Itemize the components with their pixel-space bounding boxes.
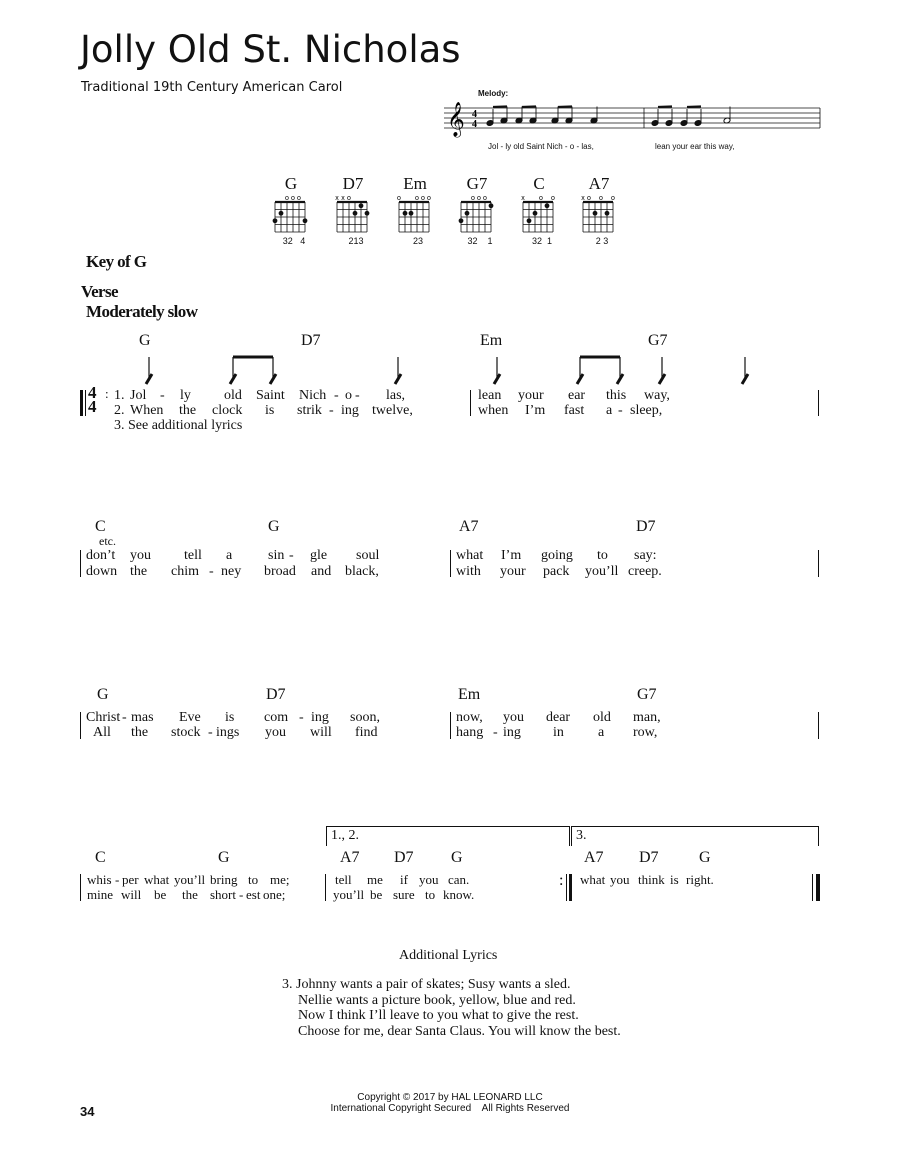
chord-diagram-grid xyxy=(580,192,620,236)
chord-diagram-name: A7 xyxy=(588,174,610,193)
chord-symbol: G xyxy=(699,849,711,866)
tempo-marking: Moderately slow xyxy=(86,302,198,321)
ending-3-label: 3. xyxy=(576,828,587,843)
lyric: 2. xyxy=(114,403,125,418)
chord-symbol: A7 xyxy=(340,849,360,866)
chord-symbol: C xyxy=(95,849,106,866)
lyric: me xyxy=(367,872,383,887)
lyric: ear xyxy=(568,388,586,403)
lyric: you’ll xyxy=(174,872,206,887)
barline xyxy=(818,390,819,416)
melody-label: Melody: xyxy=(478,89,509,98)
copyright-line-1: Copyright © 2017 by HAL LEONARD LLC xyxy=(357,1092,543,1103)
svg-text:x: x xyxy=(341,195,345,202)
svg-text:o: o xyxy=(599,195,603,202)
lyric: com xyxy=(264,710,289,725)
melody-staff xyxy=(444,98,824,138)
barline xyxy=(818,550,819,577)
lyric: you’ll xyxy=(333,887,365,902)
svg-text:o: o xyxy=(551,195,555,202)
chord-symbol: A7 xyxy=(459,518,479,535)
lyric: is xyxy=(265,403,275,418)
lyric: las, xyxy=(386,388,406,403)
ending-bracket-1-left xyxy=(326,826,327,846)
additional-lyrics-title: Additional Lyrics xyxy=(399,948,498,963)
lyric: - xyxy=(493,725,498,740)
chord-diagram-name: C xyxy=(533,174,545,193)
chord-symbol: G xyxy=(139,332,151,349)
barline xyxy=(450,550,451,577)
lyric: to xyxy=(597,548,608,563)
lyric: is xyxy=(670,872,679,887)
lyric: will xyxy=(121,887,142,902)
song-subtitle: Traditional 19th Century American Carol xyxy=(81,80,343,95)
lyric: 1. xyxy=(114,388,125,403)
lyric: - xyxy=(289,548,294,563)
lyric: broad xyxy=(264,564,296,579)
rhythm-slashes xyxy=(0,352,900,386)
chord-diagram-fingering: 2 3 xyxy=(595,236,609,246)
chord-symbol: G xyxy=(218,849,230,866)
lyric: chim xyxy=(171,564,199,579)
lyric: clock xyxy=(212,403,243,418)
svg-text:o: o xyxy=(477,195,481,202)
lyric: ings xyxy=(216,725,240,740)
lyric: stock xyxy=(171,725,201,740)
lyric: - xyxy=(115,872,120,887)
svg-text:o: o xyxy=(415,195,419,202)
lyric: black, xyxy=(345,564,379,579)
lyric: this xyxy=(606,388,627,403)
svg-text:o: o xyxy=(427,195,431,202)
lyric: I’m xyxy=(501,548,522,563)
svg-text:o: o xyxy=(483,195,487,202)
lyric: your xyxy=(518,388,544,403)
lyric: - xyxy=(209,564,214,579)
lyric: don’t xyxy=(86,548,116,563)
additional-lyrics-line: 3. Johnny wants a pair of skates; Susy wants a sled. xyxy=(282,977,571,992)
time-signature-bottom: 4 xyxy=(88,397,97,416)
lyric: going xyxy=(541,548,573,563)
lyric: is xyxy=(225,710,235,725)
lyric: sin xyxy=(268,548,285,563)
lyric: - xyxy=(299,710,304,725)
chord-diagram-name: D7 xyxy=(342,174,364,193)
svg-text:o: o xyxy=(471,195,475,202)
lyric: right. xyxy=(686,872,714,887)
chord-diagram-name: G7 xyxy=(466,174,488,193)
lyric: you xyxy=(610,872,630,887)
lyric: creep. xyxy=(628,564,662,579)
svg-text:o: o xyxy=(285,195,289,202)
lyric: ney xyxy=(221,564,242,579)
section-label: Verse xyxy=(81,282,118,301)
lyric: Saint xyxy=(256,388,285,403)
lyric: strik xyxy=(297,403,322,418)
repeat-end-thin xyxy=(566,874,567,901)
svg-text:4: 4 xyxy=(472,119,477,130)
lyric: Nich xyxy=(299,388,327,403)
svg-text:4: 4 xyxy=(472,109,477,120)
lyric: the xyxy=(182,887,198,902)
repeat-dots: : xyxy=(559,872,564,889)
chord-symbol: D7 xyxy=(636,518,656,535)
etc-label: etc. xyxy=(99,534,116,548)
chord-symbol: G7 xyxy=(637,686,657,703)
svg-text:o: o xyxy=(587,195,591,202)
svg-text:o: o xyxy=(347,195,351,202)
lyric: in xyxy=(553,725,564,740)
additional-lyrics-line: Nellie wants a picture book, yellow, blue and red. xyxy=(298,993,576,1008)
svg-text:x: x xyxy=(581,195,585,202)
chord-diagram-fingering: 213 xyxy=(348,236,364,246)
ending-bracket-3-right xyxy=(818,826,819,846)
lyric: know. xyxy=(443,887,475,902)
ending-bracket-3 xyxy=(571,826,818,827)
chord-diagram-name: G xyxy=(284,174,298,193)
lyric: you xyxy=(130,548,151,563)
lyric: you’ll xyxy=(585,564,619,579)
svg-text:x: x xyxy=(521,195,525,202)
lyric: ing xyxy=(503,725,521,740)
chord-symbol: D7 xyxy=(639,849,659,866)
ending-1-label: 1., 2. xyxy=(331,828,359,843)
lyric: - xyxy=(334,388,339,403)
barline xyxy=(325,874,326,901)
lyric: sleep, xyxy=(630,403,663,418)
lyric: row, xyxy=(633,725,658,740)
barline xyxy=(80,712,81,739)
lyric: old xyxy=(224,388,242,403)
repeat-end-thick xyxy=(569,874,572,901)
barline xyxy=(450,712,451,739)
lyric: Christ xyxy=(86,710,121,725)
chord-diagram-fingering: 32 1 xyxy=(531,236,553,246)
lyric: a xyxy=(606,403,613,418)
lyric: you xyxy=(503,710,524,725)
chord-diagram-grid xyxy=(520,192,560,236)
melody-lyric-2: lean your ear this way, xyxy=(655,142,735,151)
lyric: - xyxy=(239,887,244,902)
svg-text:o: o xyxy=(297,195,301,202)
lyric: say: xyxy=(634,548,657,563)
chord-diagram-grid xyxy=(272,192,312,236)
lyric: when xyxy=(478,403,509,418)
lyric: Eve xyxy=(179,710,201,725)
additional-lyrics-line: Choose for me, dear Santa Claus. You will know the best. xyxy=(298,1024,621,1039)
copyright-line-2: International Copyright Secured All Rights Reserved xyxy=(330,1103,570,1114)
lyric: All xyxy=(93,725,111,740)
svg-text:o: o xyxy=(397,195,401,202)
lyric: the xyxy=(130,564,148,579)
lyric: - xyxy=(329,403,334,418)
lyric: - xyxy=(208,725,213,740)
lyric: bring xyxy=(210,872,238,887)
lyric: soul xyxy=(356,548,380,563)
lyric: ing xyxy=(311,710,329,725)
lyric: pack xyxy=(543,564,570,579)
lyric: tell xyxy=(184,548,202,563)
lyric: can. xyxy=(448,872,470,887)
lyric: with xyxy=(456,564,481,579)
lyric: est xyxy=(246,887,261,902)
page-number: 34 xyxy=(80,1104,95,1119)
lyric: Jol xyxy=(130,388,147,403)
key-signature-label: Key of G xyxy=(86,252,147,271)
lyric: When xyxy=(130,403,164,418)
svg-text:o: o xyxy=(539,195,543,202)
lyric: - xyxy=(355,388,360,403)
lyric: lean xyxy=(478,388,502,403)
lyric: find xyxy=(355,725,378,740)
lyric: what xyxy=(456,548,484,563)
lyric-verse3-note: 3. See additional lyrics xyxy=(114,418,243,433)
lyric: to xyxy=(248,872,259,887)
lyric: you xyxy=(265,725,286,740)
svg-text:o: o xyxy=(421,195,425,202)
repeat-start-barline xyxy=(80,390,83,416)
chord-symbol: C xyxy=(95,518,106,535)
lyric: old xyxy=(593,710,611,725)
lyric: o xyxy=(345,388,352,403)
lyric: sure xyxy=(393,887,415,902)
chord-diagram-grid xyxy=(458,192,498,236)
lyric: the xyxy=(131,725,149,740)
lyric: a xyxy=(598,725,605,740)
chord-diagram-fingering: 32 1 xyxy=(467,236,493,246)
lyric: fast xyxy=(564,403,585,418)
repeat-dots: : xyxy=(105,386,109,401)
lyric: the xyxy=(179,403,197,418)
lyric: if xyxy=(400,872,408,887)
lyric: and xyxy=(311,564,332,579)
final-barline-thick xyxy=(816,874,820,901)
chord-symbol: G xyxy=(451,849,463,866)
lyric: be xyxy=(154,887,167,902)
chord-symbol: Em xyxy=(480,332,503,349)
lyric: what xyxy=(580,872,606,887)
svg-text:o: o xyxy=(611,195,615,202)
lyric: I’m xyxy=(525,403,546,418)
page-title: Jolly Old St. Nicholas xyxy=(80,28,461,71)
chord-symbol: G7 xyxy=(648,332,668,349)
svg-text:𝄞: 𝄞 xyxy=(447,102,465,137)
lyric: mas xyxy=(131,710,154,725)
lyric: - xyxy=(122,710,127,725)
chord-diagram-fingering: 23 xyxy=(412,236,423,246)
lyric: hang xyxy=(456,725,484,740)
ending-bracket-1-right xyxy=(569,826,570,846)
lyric: short xyxy=(210,887,236,902)
lyric: think xyxy=(638,872,665,887)
chord-symbol: G xyxy=(268,518,280,535)
ending-bracket-3-left xyxy=(571,826,572,846)
chord-symbol: Em xyxy=(458,686,481,703)
additional-lyrics-line: Now I think I’ll leave to you what to give the rest. xyxy=(298,1008,579,1023)
lyric: what xyxy=(144,872,170,887)
barline xyxy=(470,390,471,416)
lyric: you xyxy=(419,872,439,887)
final-barline-thin xyxy=(812,874,813,901)
lyric: - xyxy=(160,388,165,403)
barline xyxy=(80,874,81,901)
chord-diagram-name: Em xyxy=(403,174,427,193)
lyric: ing xyxy=(341,403,359,418)
lyric: down xyxy=(86,564,118,579)
time-signature-top: 4 xyxy=(88,383,97,402)
svg-text:o: o xyxy=(291,195,295,202)
lyric: now, xyxy=(456,710,483,725)
lyric: twelve, xyxy=(372,403,413,418)
lyric: your xyxy=(500,564,526,579)
chord-symbol: D7 xyxy=(394,849,414,866)
chord-symbol: A7 xyxy=(584,849,604,866)
lyric: ly xyxy=(180,388,191,403)
lyric: tell xyxy=(335,872,352,887)
lyric: to xyxy=(425,887,436,902)
lyric: one; xyxy=(263,887,286,902)
lyric: per xyxy=(122,872,139,887)
repeat-start-thin xyxy=(85,390,86,416)
svg-text:x: x xyxy=(335,195,339,202)
lyric: gle xyxy=(310,548,328,563)
chord-diagram-grid xyxy=(334,192,374,236)
lyric: be xyxy=(370,887,383,902)
chord-diagram-grid xyxy=(396,192,436,236)
barline xyxy=(80,550,81,577)
chord-symbol: D7 xyxy=(266,686,286,703)
ending-bracket-1 xyxy=(326,826,569,827)
lyric: way, xyxy=(644,388,670,403)
lyric: man, xyxy=(633,710,661,725)
lyric: mine xyxy=(87,887,113,902)
lyric: a xyxy=(226,548,233,563)
barline xyxy=(818,712,819,739)
lyric: soon, xyxy=(350,710,380,725)
lyric: me; xyxy=(270,872,290,887)
melody-lyric-1: Jol - ly old Saint Nich - o - las, xyxy=(488,142,594,151)
lyric: - xyxy=(618,403,623,418)
lyric: will xyxy=(310,725,332,740)
chord-symbol: D7 xyxy=(301,332,321,349)
chord-diagram-fingering: 32 4 xyxy=(282,236,306,246)
chord-symbol: G xyxy=(97,686,109,703)
copyright-notice xyxy=(0,1092,900,1114)
lyric: dear xyxy=(546,710,571,725)
lyric: whis xyxy=(87,872,112,887)
